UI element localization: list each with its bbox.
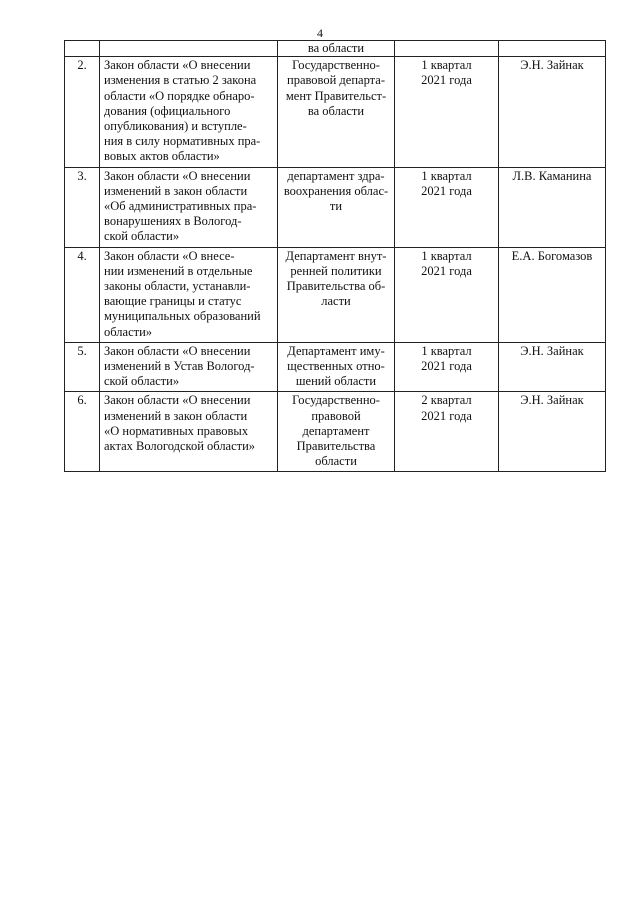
cell-responsible bbox=[499, 41, 606, 57]
cell-executor bbox=[278, 167, 395, 247]
cell-name bbox=[100, 392, 278, 472]
cell-name bbox=[100, 41, 278, 57]
cell-number bbox=[65, 247, 100, 342]
law-title: Закон области «О внесении изменений в закон области «О нормативных правовых актах Вологодской области» bbox=[104, 393, 256, 454]
cell-date bbox=[395, 167, 499, 247]
cell-responsible bbox=[499, 247, 606, 342]
table-row bbox=[65, 167, 606, 247]
cell-executor bbox=[278, 41, 395, 57]
executor-text: Государственно- правовой департа- мент Правительст- ва области bbox=[285, 58, 387, 118]
responsible-name: Е.А. Богомазов bbox=[511, 248, 593, 263]
cell-number bbox=[65, 342, 100, 392]
deadline-text: 1 квартал 2021 года bbox=[421, 343, 472, 374]
table-row bbox=[65, 342, 606, 392]
table-row bbox=[65, 392, 606, 472]
cell-executor bbox=[278, 57, 395, 167]
cell-date bbox=[395, 57, 499, 167]
cell-name bbox=[100, 247, 278, 342]
cell-date bbox=[395, 342, 499, 392]
responsible-name: Э.Н. Зайнак bbox=[520, 343, 584, 358]
executor-text: департамент здра- воохранения облас- ти bbox=[283, 168, 389, 214]
law-title: Закон области «О внесении изменений в Устав Вологод- ской области» bbox=[104, 343, 255, 389]
cell-date bbox=[395, 41, 499, 57]
cell-executor bbox=[278, 247, 395, 342]
executor-text: Государственно- правовой департамент Правительства области bbox=[292, 393, 380, 469]
cell-name bbox=[100, 342, 278, 392]
cell-number bbox=[65, 167, 100, 247]
row-number: 4. bbox=[77, 248, 87, 263]
responsible-name: Л.В. Каманина bbox=[512, 168, 592, 183]
law-title: Закон области «О внесении изменений в закон области «Об административных пра- вонарушениях в Вологод- ской области» bbox=[104, 168, 257, 244]
cell-number bbox=[65, 392, 100, 472]
cell-number bbox=[65, 41, 100, 57]
cell-responsible bbox=[499, 57, 606, 167]
legislative-plan-table bbox=[64, 40, 606, 472]
deadline-text: 2 квартал 2021 года bbox=[421, 393, 472, 423]
cell-responsible bbox=[499, 392, 606, 472]
table-row bbox=[65, 57, 606, 167]
cell-name bbox=[100, 57, 278, 167]
cell-executor bbox=[278, 392, 395, 472]
executor-text: Департамент иму- щественных отно- шений области bbox=[287, 343, 385, 389]
responsible-name: Э.Н. Зайнак bbox=[520, 393, 584, 408]
cell-date bbox=[395, 392, 499, 472]
cell-responsible bbox=[499, 167, 606, 247]
executor-text: ва области bbox=[307, 41, 365, 55]
table-row-continuation bbox=[65, 41, 606, 57]
row-number: 6. bbox=[77, 393, 87, 408]
executor-text: Департамент внут- ренней политики Правительства об- ласти bbox=[285, 248, 387, 309]
table-row bbox=[65, 247, 606, 342]
row-number: 5. bbox=[77, 343, 87, 358]
page-number: 4 bbox=[317, 26, 323, 40]
cell-responsible bbox=[499, 342, 606, 392]
cell-name bbox=[100, 167, 278, 247]
cell-number bbox=[65, 57, 100, 167]
law-title: Закон области «О внесе- нии изменений в отдельные законы области, устанавли- вающие границы и статус муниципальных образований области» bbox=[104, 248, 261, 339]
deadline-text: 1 квартал 2021 года bbox=[421, 168, 472, 198]
cell-executor bbox=[278, 342, 395, 392]
row-number: 2. bbox=[77, 58, 87, 73]
law-title: Закон области «О внесении изменения в статью 2 закона области «О порядке обнаро- дования (официального опубликования) и вступле- ния в силу нормативных пра- вовых актов области» bbox=[104, 58, 261, 164]
deadline-text: 1 квартал 2021 года bbox=[421, 248, 472, 278]
responsible-name: Э.Н. Зайнак bbox=[520, 58, 584, 73]
deadline-text: 1 квартал 2021 года bbox=[421, 58, 472, 88]
cell-date bbox=[395, 247, 499, 342]
row-number: 3. bbox=[77, 168, 87, 183]
